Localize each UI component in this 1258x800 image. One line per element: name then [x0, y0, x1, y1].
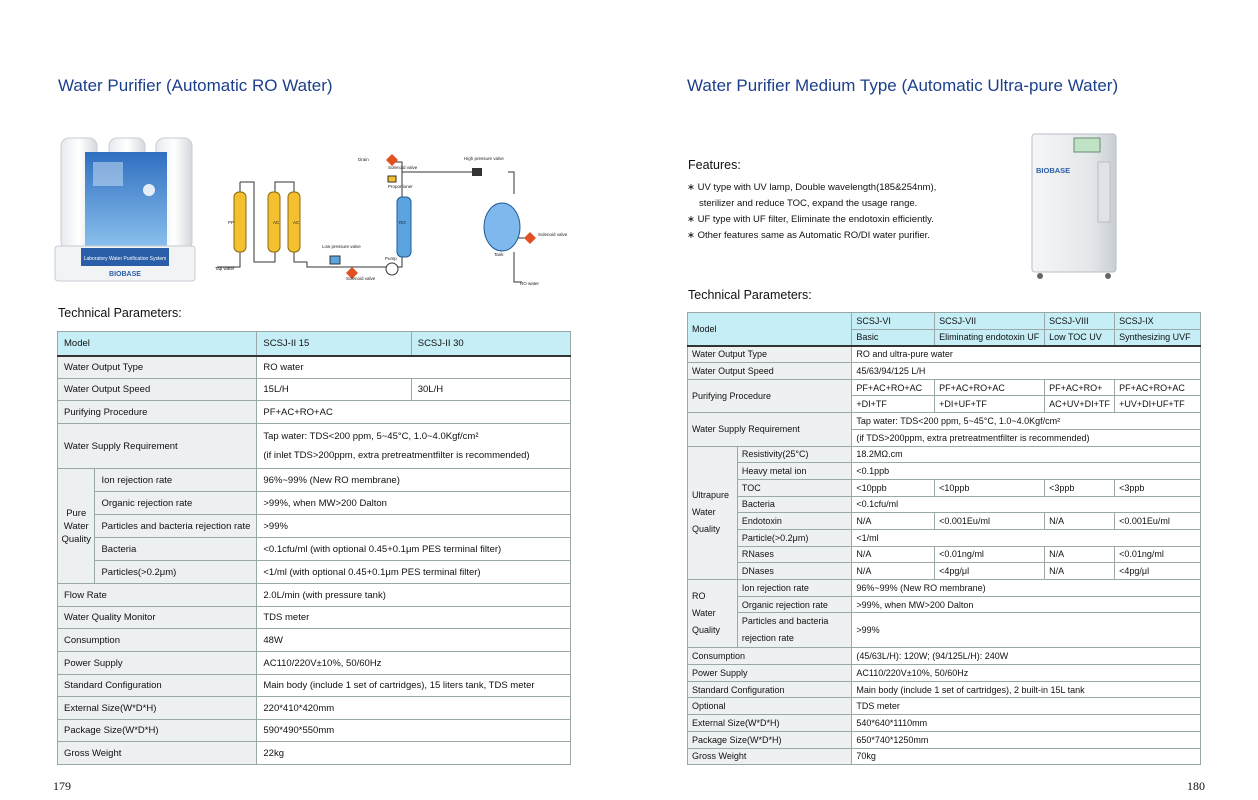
table-row — [688, 313, 1201, 330]
label-proportioner: Proportioner — [388, 184, 413, 189]
spec-label: Ion rejection rate — [737, 580, 851, 597]
spec-value: >99%, when MW>200 Dalton — [852, 596, 1201, 613]
spec-label: Particle(>0.2μm) — [737, 529, 851, 546]
spec-label: Consumption — [688, 648, 852, 665]
spec-value: >99% — [257, 515, 571, 538]
table-row — [688, 731, 1201, 748]
table-row — [688, 446, 1201, 463]
spec-label: Bacteria — [737, 496, 851, 513]
features-heading: Features: — [688, 158, 741, 172]
spec-label: Consumption — [58, 629, 257, 652]
label-drain: Drain — [358, 157, 369, 162]
spec-value: (if TDS>200ppm, extra pretreatmentfilter is recommended) — [852, 429, 1201, 446]
spec-value: 2.0L/min (with pressure tank) — [257, 584, 571, 607]
brand-logo: BIOBASE — [1036, 166, 1071, 175]
model-variant: Low TOC UV — [1045, 329, 1115, 346]
table-row — [688, 479, 1201, 496]
brand-logo: BIOBASE — [109, 271, 141, 278]
spec-label: Package Size(W*D*H) — [58, 720, 257, 742]
table-row — [58, 515, 571, 538]
table-row — [688, 463, 1201, 480]
label-tank: Tank — [494, 252, 504, 257]
table-row — [688, 529, 1201, 546]
spec-value: <1/ml — [852, 529, 1201, 546]
table-row — [688, 715, 1201, 732]
spec-label: DNases — [737, 563, 851, 580]
table-row — [58, 652, 571, 675]
spec-label — [737, 613, 851, 648]
spec-value: RO water — [257, 356, 571, 379]
table-row — [688, 665, 1201, 682]
ultrapure-label-line: Quality — [692, 524, 721, 535]
feature-item: ∗ UF type with UF filter, Eliminate the endotoxin efficiently. — [687, 214, 934, 225]
feature-item: ∗ Other features same as Automatic RO/DI water purifier. — [687, 230, 930, 241]
spec-label: Gross Weight — [688, 748, 852, 765]
spec-value: PF+AC+RO+ — [1045, 379, 1115, 396]
spec-value: <0.1cfu/ml — [852, 496, 1201, 513]
spec-label: Organic rejection rate — [737, 596, 851, 613]
spec-value: <0.001Eu/ml — [1115, 513, 1201, 530]
table-row — [58, 492, 571, 515]
spec-value: 96%~99% (New RO membrane) — [852, 580, 1201, 597]
spec-value: N/A — [852, 546, 935, 563]
right-spec-table — [687, 312, 1201, 765]
label-ac-1: AC — [273, 220, 280, 225]
device-panel-text: Laboratory Water Purification System — [83, 256, 167, 262]
model-variant: Eliminating endotoxin UF — [935, 329, 1045, 346]
spec-label: Water Supply Requirement — [58, 424, 257, 469]
spec-label: Organic rejection rate — [95, 492, 257, 515]
label-tap-water: Tap water — [215, 266, 235, 271]
table-row — [688, 363, 1201, 380]
feature-item: sterilizer and reduce TOC, expand the usage range. — [699, 198, 918, 209]
table-row — [58, 584, 571, 607]
spec-value: 18.2MΩ.cm — [852, 446, 1201, 463]
table-row — [58, 720, 571, 742]
spec-value: <1/ml (with optional 0.45+0.1μm PES terminal filter) — [257, 561, 571, 584]
spec-value: <0.1ppb — [852, 463, 1201, 480]
spec-value: SCSJ-II 15 — [257, 332, 411, 356]
spec-value: <4pg/μl — [935, 563, 1045, 580]
spec-group-label — [58, 469, 95, 584]
right-page-title: Water Purifier Medium Type (Automatic Ultra-pure Water) — [687, 76, 1119, 95]
spec-value: <10ppb — [852, 479, 935, 496]
table-row — [688, 580, 1201, 597]
spec-label: Heavy metal ion — [737, 463, 851, 480]
spec-value: 45/63/94/125 L/H — [852, 363, 1201, 380]
spec-value: 650*740*1250mm — [852, 731, 1201, 748]
spec-label: Water Output Type — [58, 356, 257, 379]
spec-value: RO and ultra-pure water — [852, 346, 1201, 363]
left-spec-table — [57, 331, 571, 765]
ro-label-line: Water — [692, 608, 716, 619]
spec-label: Purifying Procedure — [58, 401, 257, 424]
spec-value: AC110/220V±10%, 50/60Hz — [852, 665, 1201, 682]
spec-value: <10ppb — [935, 479, 1045, 496]
spec-value: <4pg/μl — [1115, 563, 1201, 580]
spec-value: 70kg — [852, 748, 1201, 765]
table-row — [688, 496, 1201, 513]
model-name: SCSJ-VI — [852, 313, 935, 330]
spec-value: N/A — [852, 513, 935, 530]
table-row — [58, 332, 571, 356]
table-row — [688, 379, 1201, 396]
spec-group-label — [688, 446, 738, 580]
spec-value: PF+AC+RO+AC — [935, 379, 1045, 396]
table-row — [688, 413, 1201, 430]
spec-label: External Size(W*D*H) — [688, 715, 852, 732]
spec-label: TOC — [737, 479, 851, 496]
features-list — [687, 180, 936, 244]
label-solenoid-valve-top: Solenoid valve — [388, 165, 418, 170]
label-solenoid-valve-bottom: Solenoid valve — [346, 276, 376, 281]
spec-label: Power Supply — [688, 665, 852, 682]
spec-value: <0.1cfu/ml (with optional 0.45+0.1μm PES terminal filter) — [257, 538, 571, 561]
spec-label: Flow Rate — [58, 584, 257, 607]
ro-label-line: Quality — [692, 625, 721, 636]
spec-value: >99%, when MW>200 Dalton — [257, 492, 571, 515]
table-row — [688, 346, 1201, 363]
spec-label: Package Size(W*D*H) — [688, 731, 852, 748]
label-ac-2: AC — [293, 220, 300, 225]
spec-value: 220*410*420mm — [257, 697, 571, 720]
spec-value: Tap water: TDS<200 ppm, 5~45°C, 1.0~4.0Kgf/cm² — [852, 413, 1201, 430]
table-row — [688, 546, 1201, 563]
spec-value: <0.001Eu/ml — [935, 513, 1045, 530]
spec-value: N/A — [1045, 546, 1115, 563]
spec-label: Standard Configuration — [688, 681, 852, 698]
supply-line-2: (if inlet TDS>200ppm, extra pretreatmentfilter is recommended) — [263, 450, 530, 461]
spec-label: Optional — [688, 698, 852, 715]
table-row — [688, 748, 1201, 765]
table-row — [58, 561, 571, 584]
ro-purifier-product-image — [53, 134, 198, 284]
ultrapure-purifier-product-image — [1028, 132, 1120, 282]
spec-value: 30L/H — [411, 379, 570, 401]
model-name: SCSJ-VIII — [1045, 313, 1115, 330]
table-row — [58, 675, 571, 697]
table-row — [58, 538, 571, 561]
table-row — [688, 513, 1201, 530]
spec-value: AC110/220V±10%, 50/60Hz — [257, 652, 571, 675]
spec-value: +DI+TF — [852, 396, 935, 413]
model-name: SCSJ-VII — [935, 313, 1045, 330]
spec-label: Particles(>0.2μm) — [95, 561, 257, 584]
spec-value: (45/63L/H): 120W; (94/125L/H): 240W — [852, 648, 1201, 665]
label-pp: PP — [228, 220, 235, 225]
spec-label: Power Supply — [58, 652, 257, 675]
spec-value: 48W — [257, 629, 571, 652]
spec-value: PF+AC+RO+AC — [257, 401, 571, 424]
table-row — [58, 356, 571, 379]
table-row — [688, 681, 1201, 698]
table-row — [58, 469, 571, 492]
table-row — [58, 697, 571, 720]
spec-value: +UV+DI+UF+TF — [1115, 396, 1201, 413]
spec-value: N/A — [852, 563, 935, 580]
spec-value: <3ppb — [1045, 479, 1115, 496]
pb-label-line: rejection rate — [741, 633, 794, 644]
table-row — [58, 607, 571, 629]
spec-label: Water Output Speed — [688, 363, 852, 380]
spec-value: PF+AC+RO+AC — [1115, 379, 1201, 396]
spec-value: Main body (include 1 set of cartridges), 15 liters tank, TDS meter — [257, 675, 571, 697]
spec-group-label — [688, 580, 738, 648]
label-ro: RO — [399, 220, 406, 225]
table-row — [58, 424, 571, 469]
spec-value: Main body (include 1 set of cartridges), 2 built-in 15L tank — [852, 681, 1201, 698]
right-page-number: 180 — [1187, 779, 1205, 793]
spec-value: TDS meter — [852, 698, 1201, 715]
table-row — [58, 742, 571, 765]
spec-label: Water Output Type — [688, 346, 852, 363]
table-row — [688, 648, 1201, 665]
spec-label: Resistivity(25°C) — [737, 446, 851, 463]
label-high-pressure-valve: High pressure valve — [464, 156, 504, 161]
table-row — [58, 629, 571, 652]
pure-water-quality-label: Pure Water Quality — [61, 507, 92, 545]
spec-value: <3ppb — [1115, 479, 1201, 496]
spec-value: TDS meter — [257, 607, 571, 629]
left-page-title: Water Purifier (Automatic RO Water) — [58, 76, 333, 95]
label-pump: Pump — [385, 256, 397, 261]
label-solenoid-valve-right: Solenoid valve — [538, 232, 568, 237]
right-tech-params-heading: Technical Parameters: — [688, 288, 812, 302]
ultrapure-label-line: Ultrapure — [692, 490, 730, 501]
label-ro-water: RO water — [520, 281, 540, 286]
spec-label: Gross Weight — [58, 742, 257, 765]
model-variant: Basic — [852, 329, 935, 346]
spec-value — [257, 424, 571, 469]
spec-value: N/A — [1045, 563, 1115, 580]
spec-value: N/A — [1045, 513, 1115, 530]
spec-label: Standard Configuration — [58, 675, 257, 697]
table-row — [688, 563, 1201, 580]
spec-value: 96%~99% (New RO membrane) — [257, 469, 571, 492]
spec-value: +DI+UF+TF — [935, 396, 1045, 413]
left-page-number: 179 — [53, 779, 71, 793]
spec-value: SCSJ-II 30 — [411, 332, 570, 356]
spec-value: 22kg — [257, 742, 571, 765]
feature-item: ∗ UV type with UV lamp, Double wavelength(185&254nm), — [687, 182, 937, 193]
supply-line-1: Tap water: TDS<200 ppm, 5~45°C, 1.0~4.0Kgf/cm² — [263, 431, 479, 442]
model-name: SCSJ-IX — [1115, 313, 1201, 330]
spec-value: <0.01ng/ml — [935, 546, 1045, 563]
spec-label: Water Quality Monitor — [58, 607, 257, 629]
spec-label: Endotoxin — [737, 513, 851, 530]
table-row — [58, 401, 571, 424]
spec-value: >99% — [852, 613, 1201, 648]
left-tech-params-heading: Technical Parameters: — [58, 306, 182, 320]
label-low-pressure-valve: Low pressure valve — [322, 244, 361, 249]
spec-label: Purifying Procedure — [688, 379, 852, 412]
ultrapure-label-line: Water — [692, 507, 716, 518]
spec-value: 15L/H — [257, 379, 411, 401]
spec-label: Water Output Speed — [58, 379, 257, 401]
spec-label: Bacteria — [95, 538, 257, 561]
spec-label: Water Supply Requirement — [688, 413, 852, 446]
ro-process-flow-diagram — [212, 152, 568, 292]
table-row — [688, 596, 1201, 613]
spec-value: 540*640*1110mm — [852, 715, 1201, 732]
spec-label: Model — [688, 313, 852, 346]
spec-label: Model — [58, 332, 257, 356]
spec-value: AC+UV+DI+TF — [1045, 396, 1115, 413]
ro-label-line: RO — [692, 591, 706, 602]
spec-label: Particles and bacteria rejection rate — [95, 515, 257, 538]
spec-label: External Size(W*D*H) — [58, 697, 257, 720]
spec-label: Ion rejection rate — [95, 469, 257, 492]
pb-label-line: Particles and bacteria — [741, 616, 829, 627]
model-variant: Synthesizing UVF — [1115, 329, 1201, 346]
spec-label: RNases — [737, 546, 851, 563]
spec-value: PF+AC+RO+AC — [852, 379, 935, 396]
spec-value: 590*490*550mm — [257, 720, 571, 742]
spec-value: <0.01ng/ml — [1115, 546, 1201, 563]
table-row — [688, 698, 1201, 715]
table-row — [58, 379, 571, 401]
